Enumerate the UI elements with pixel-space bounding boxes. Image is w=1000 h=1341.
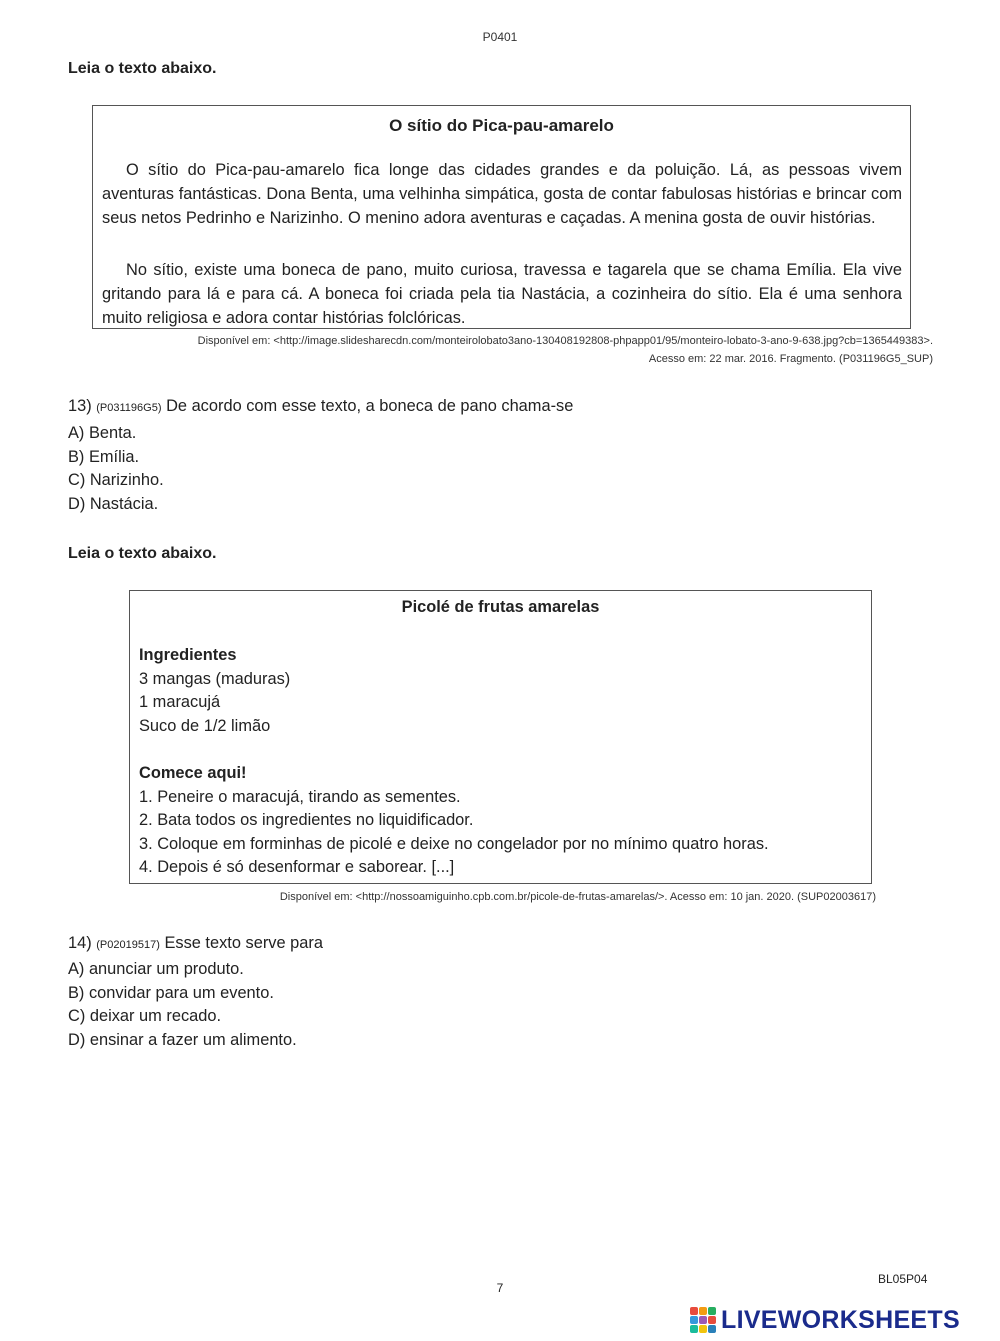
question-14-number: 14): [68, 934, 92, 952]
question-13: [68, 397, 573, 416]
ingredients-heading: Ingredientes: [139, 646, 237, 664]
option-14-c[interactable]: C) deixar um recado.: [68, 1007, 222, 1025]
ingredient-item: Suco de 1/2 limão: [139, 716, 271, 735]
question-14-text: Esse texto serve para: [164, 934, 323, 952]
text-paragraph-1: O sítio do Pica-pau-amarelo fica longe das cidades grandes e da poluição. Lá, as pessoas vivem aventuras fantásticas. Dona Benta, uma velhinha simpática, gosta de contar fabulosas histórias e brincar com seus netos Pedrinho e Narizinho. O menino adora aventuras e caçadas. A menina gosta de ouvir histórias.: [102, 161, 902, 227]
text-box-sitio: [92, 105, 911, 329]
step-item: 2. Bata todos os ingredientes no liquidificador.: [139, 811, 474, 829]
question-13-text: De acordo com esse texto, a boneca de pano chama-se: [166, 397, 574, 415]
source-citation-2: Disponível em: <http://nossoamiguinho.cpb.com.br/picole-de-frutas-amarelas/>. Acesso em: 10 jan. 2020. (SUP02003617): [279, 891, 876, 903]
reading-instruction-1: Leia o texto abaixo.: [68, 60, 217, 77]
question-14: [68, 934, 323, 953]
question-14-options: [68, 958, 297, 1052]
option-14-b[interactable]: B) convidar para um evento.: [68, 983, 274, 1002]
text-paragraph-2: No sítio, existe uma boneca de pano, muito curiosa, travessa e tagarela que se chama Emília. Ela vive gritando para lá e para cá. A boneca foi criada pela tia Nastácia, a cozinheira do sítio. Ela é uma senhora muito religiosa e adora contar histórias folclóricas.: [102, 261, 902, 327]
question-14-code: (P02019517): [96, 939, 160, 951]
recipe-title: Picolé de frutas amarelas: [401, 598, 600, 616]
question-13-number: 13): [68, 397, 92, 415]
step-item: 1. Peneire o maracujá, tirando as sementes.: [139, 787, 461, 806]
step-item: 4. Depois é só desenformar e saborear. [...]: [139, 858, 455, 876]
option-13-c[interactable]: C) Narizinho.: [68, 471, 164, 489]
ingredient-item: 3 mangas (maduras): [139, 669, 291, 688]
ingredient-item: 1 maracujá: [139, 693, 221, 711]
text-title-sitio: O sítio do Pica-pau-amarelo: [389, 116, 614, 135]
liveworksheets-logo[interactable]: [690, 1304, 960, 1336]
option-13-a[interactable]: A) Benta.: [68, 424, 137, 442]
question-13-options: [68, 422, 164, 516]
page-number: 7: [496, 1281, 504, 1295]
recipe-steps: [139, 762, 769, 880]
text-box-recipe: [129, 590, 872, 884]
reading-instruction-2: Leia o texto abaixo.: [68, 545, 217, 562]
recipe-ingredients: [139, 644, 290, 738]
liveworksheets-logo-icon: [690, 1307, 716, 1333]
option-13-d[interactable]: D) Nastácia.: [68, 494, 159, 513]
page-code: BL05P04: [878, 1272, 928, 1286]
question-13-code: (P031196G5): [96, 402, 162, 414]
option-14-a[interactable]: A) anunciar um produto.: [68, 960, 244, 978]
step-item: 3. Coloque em forminhas de picolé e deixe no congelador por no mínimo quatro horas.: [139, 834, 769, 853]
page-header-code: P0401: [482, 30, 518, 44]
steps-heading: Comece aqui!: [139, 764, 247, 782]
source-citation-1: Disponível em: <http://image.slidesharecdn.com/monteirolobato3ano-130408192808-phpapp01/95/monteiro-lobato-3-ano-9-638.jpg?cb=1365449383>.: [197, 335, 933, 347]
option-14-d[interactable]: D) ensinar a fazer um alimento.: [68, 1030, 297, 1049]
source-access-1: Acesso em: 22 mar. 2016. Fragmento. (P031196G5_SUP): [648, 353, 933, 365]
liveworksheets-logo-text: LIVEWORKSHEETS: [721, 1305, 960, 1334]
option-13-b[interactable]: B) Emília.: [68, 447, 140, 466]
